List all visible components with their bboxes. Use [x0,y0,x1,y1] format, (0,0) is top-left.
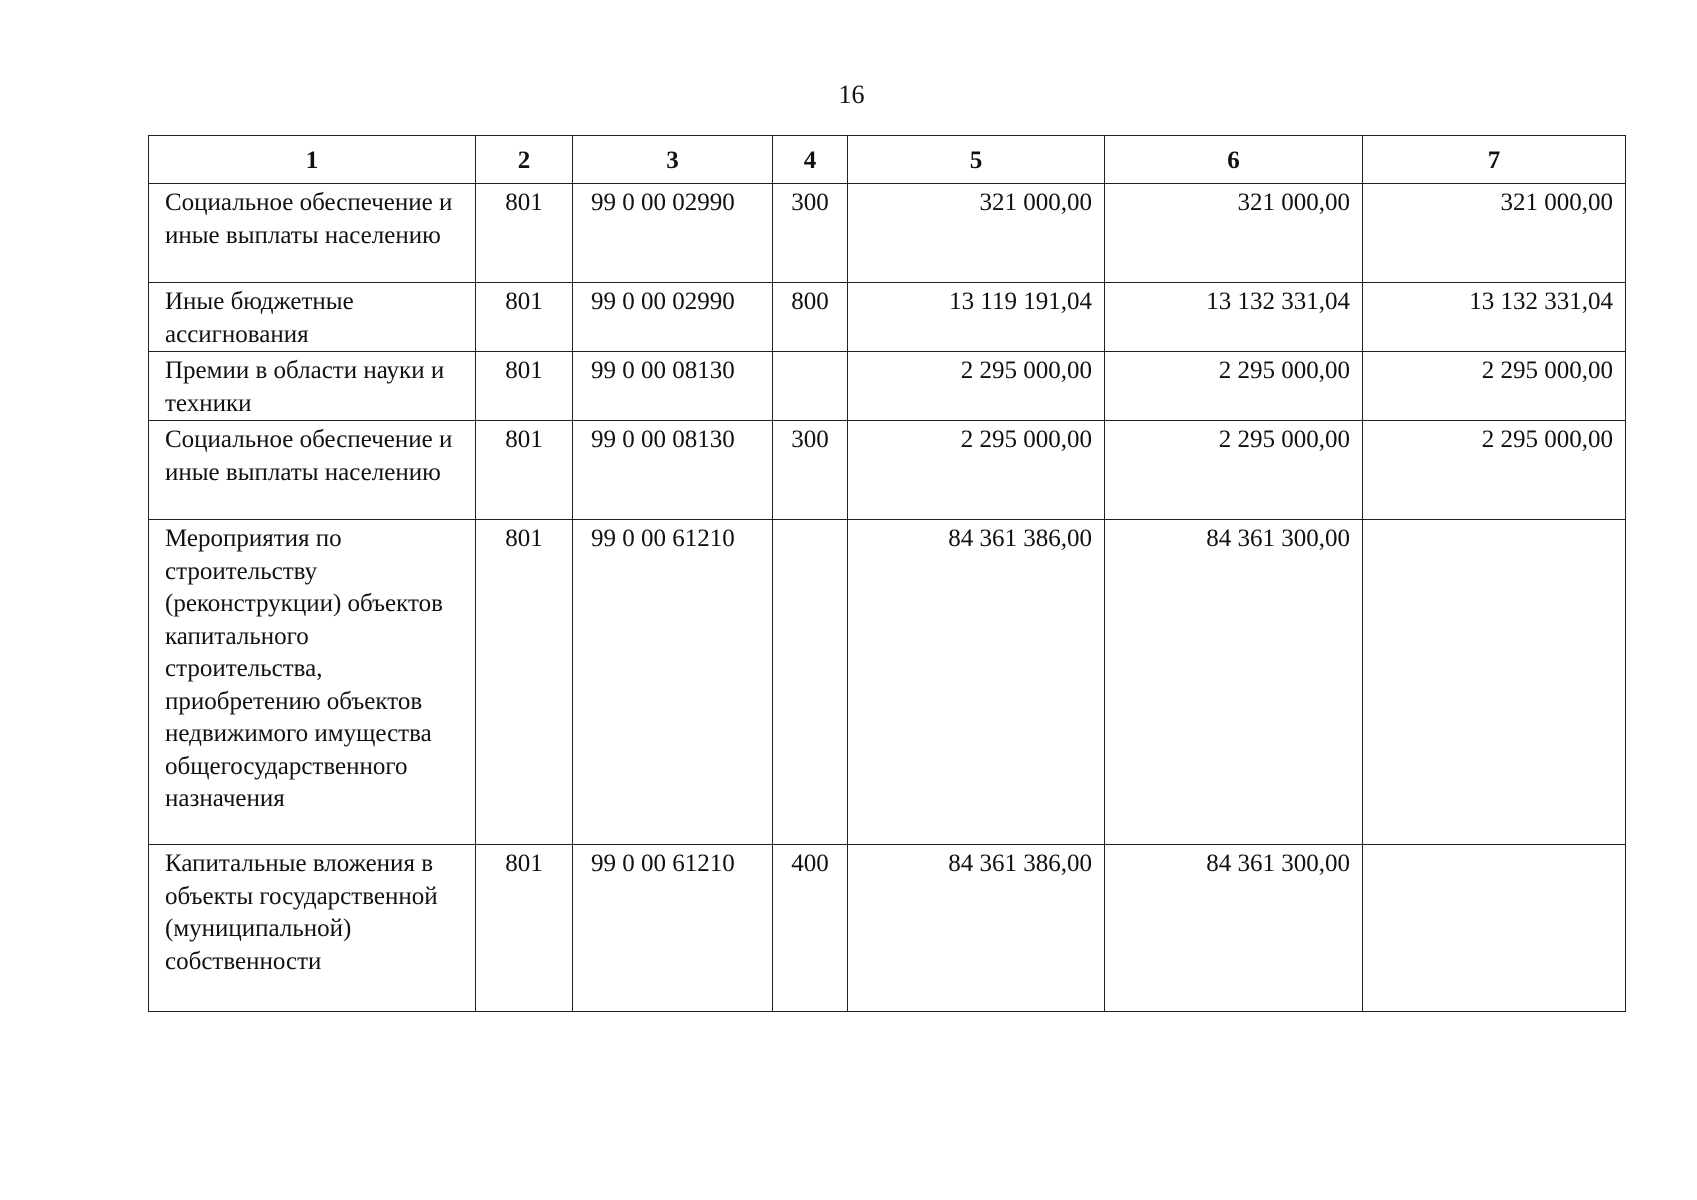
row-col2: 801 [476,520,573,845]
table-row [149,421,1626,520]
row-col7 [1363,520,1626,845]
row-col2: 801 [476,845,573,1012]
row-col5: 321 000,00 [848,184,1105,283]
row-name: Мероприятия по строительству (реконструкции) объектов капитального строительства, приобретению объектов недвижимого имущества общегосударственного назначения [149,520,476,845]
row-col4: 300 [773,421,848,520]
column-header-7: 7 [1363,136,1626,184]
row-col2: 801 [476,352,573,421]
column-header-6: 6 [1105,136,1363,184]
row-col7: 13 132 331,04 [1363,283,1626,352]
page-number: 16 [838,80,865,109]
column-header-3: 3 [573,136,773,184]
row-col7 [1363,845,1626,1012]
row-col6: 321 000,00 [1105,184,1363,283]
row-col3: 99 0 00 02990 [573,184,773,283]
row-col5: 13 119 191,04 [848,283,1105,352]
row-name: Премии в области науки и техники [149,352,476,421]
row-col7: 2 295 000,00 [1363,421,1626,520]
row-col5: 2 295 000,00 [848,352,1105,421]
row-col6: 84 361 300,00 [1105,845,1363,1012]
row-col6: 84 361 300,00 [1105,520,1363,845]
table-row [149,845,1626,1012]
table-row [149,184,1626,283]
row-col4: 300 [773,184,848,283]
row-name: Иные бюджетные ассигнования [149,283,476,352]
row-col6: 13 132 331,04 [1105,283,1363,352]
row-name: Капитальные вложения в объекты государственной (муниципальной) собственности [149,845,476,1012]
row-col3: 99 0 00 08130 [573,421,773,520]
table-row [149,520,1626,845]
table-row [149,352,1626,421]
table-row [149,283,1626,352]
row-col2: 801 [476,184,573,283]
row-col3: 99 0 00 61210 [573,845,773,1012]
row-col3: 99 0 00 61210 [573,520,773,845]
row-col5: 84 361 386,00 [848,845,1105,1012]
column-header-2: 2 [476,136,573,184]
row-name: Социальное обеспечение и иные выплаты населению [149,421,476,520]
row-col5: 84 361 386,00 [848,520,1105,845]
row-col4 [773,520,848,845]
row-col4: 800 [773,283,848,352]
row-name: Социальное обеспечение и иные выплаты населению [149,184,476,283]
column-header-4: 4 [773,136,848,184]
row-col4 [773,352,848,421]
row-col6: 2 295 000,00 [1105,352,1363,421]
row-col2: 801 [476,283,573,352]
row-col6: 2 295 000,00 [1105,421,1363,520]
row-col2: 801 [476,421,573,520]
budget-table [148,135,1626,1012]
row-col7: 2 295 000,00 [1363,352,1626,421]
table-header-row [149,136,1626,184]
row-col5: 2 295 000,00 [848,421,1105,520]
column-header-1: 1 [149,136,476,184]
row-col4: 400 [773,845,848,1012]
row-col3: 99 0 00 08130 [573,352,773,421]
column-header-5: 5 [848,136,1105,184]
row-col7: 321 000,00 [1363,184,1626,283]
row-col3: 99 0 00 02990 [573,283,773,352]
